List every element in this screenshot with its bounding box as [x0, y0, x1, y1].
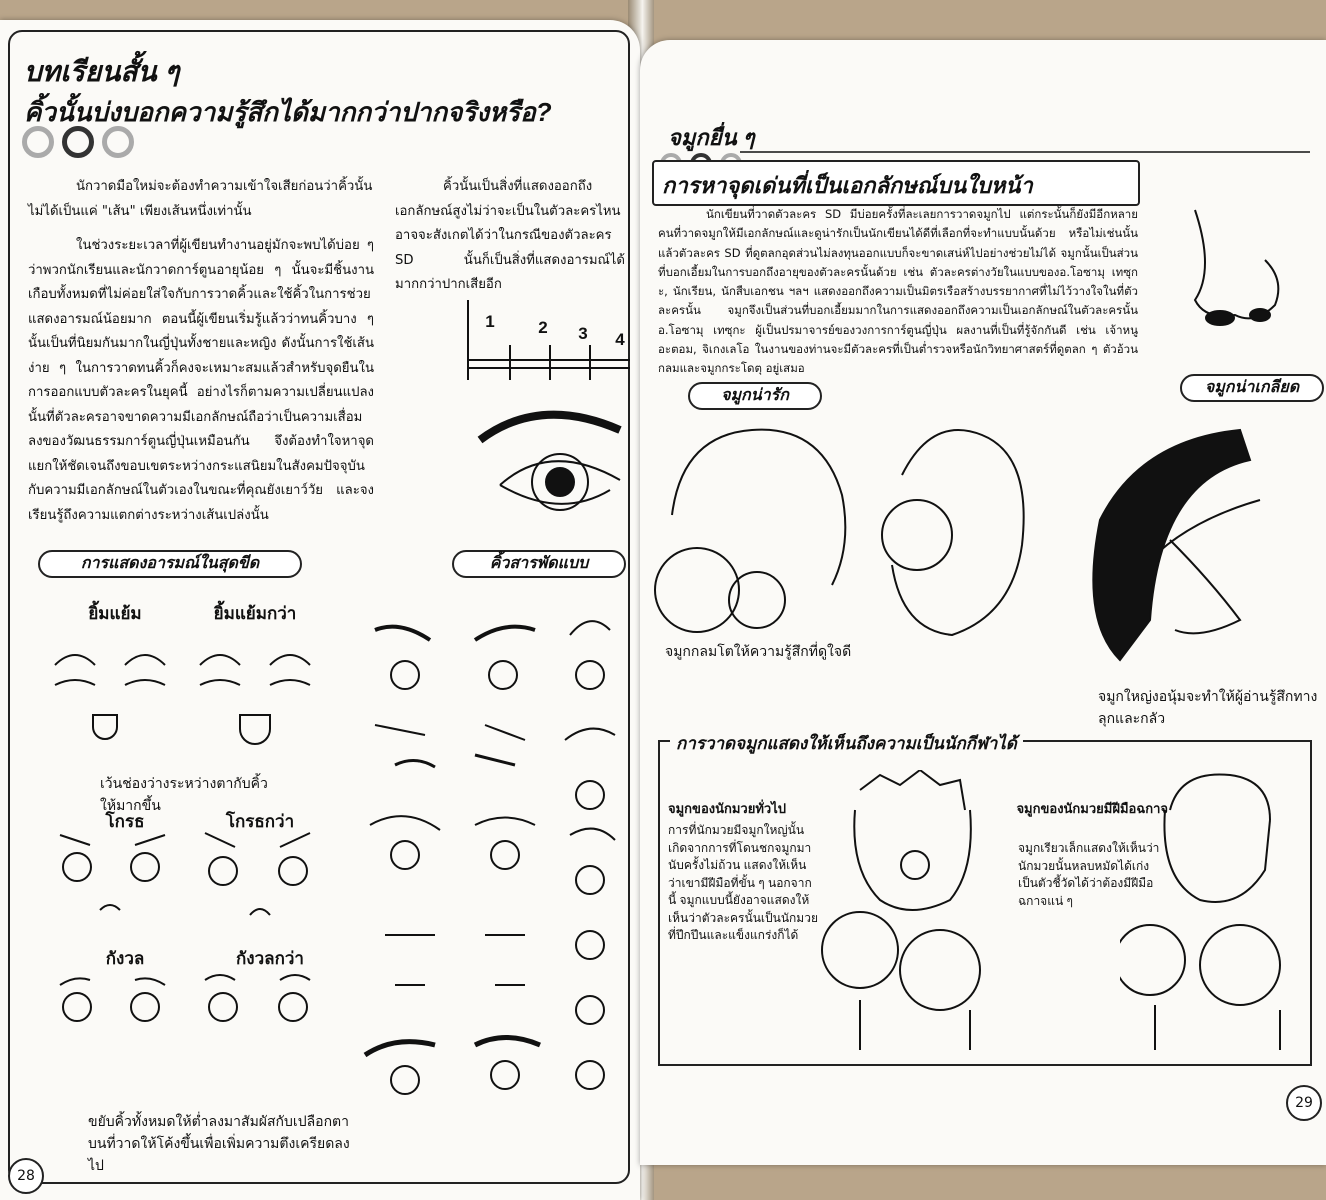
round-nose-faces	[652, 415, 1032, 655]
nose-page-title: การหาจุดเด่นที่เป็นเอกลักษณ์บนใบหน้า	[662, 173, 1033, 198]
emotion-smile: ยิ้มแย้ม	[88, 604, 142, 623]
note-eye-gap: เว้นช่องว่างระหว่างตากับคิ้วให้มากขึ้น	[100, 775, 268, 813]
boxer-b-illustration	[1120, 770, 1310, 1060]
emotion-smile-more: ยิ้มแย้มกว่า	[213, 604, 297, 623]
pill-ugly-nose: จมูกน่าเกลียด	[1180, 374, 1324, 402]
title-rule	[740, 150, 1310, 154]
page-title: คิ้วนั้นบ่งบอกความรู้สึกได้มากกว่าปากจริงหรือ?	[24, 97, 552, 127]
side-text	[395, 175, 625, 308]
emotion-angry: โกรธ	[105, 812, 145, 831]
boxer-a-text: การที่นักมวยมีจมูกใหญ่นั้นเกิดจากการที่โดนชกจมูกมานับครั้งไม่ถ้วน แสดงให้เห็นว่าเขามีฝีมือที่ขั้น ๆ นอกจากนี้ จมูกแบบนี้ยังอาจแสดงให้เห็นว่าตัวละครนั้นเป็นนักมวยที่ปึกปึนและแข็งแกร่งก็ได้	[668, 823, 818, 942]
ruler-tick-4: 4	[615, 330, 625, 349]
caption-round-nose: จมูกกลมโตให้ความรู้สึกที่ดูใจดี	[665, 643, 852, 659]
boxer-a-illustration	[820, 770, 1010, 1060]
pill-cute-nose: จมูกน่ารัก	[688, 382, 822, 410]
big-nose-witch	[1080, 420, 1320, 670]
nose-body-text	[658, 205, 1138, 389]
ruler-tick-3: 3	[578, 324, 588, 343]
nose-series-title: จมูกยื่น ๆ	[668, 125, 755, 150]
page-number-right: 29	[1286, 1085, 1322, 1121]
ruler-tick-1: 1	[485, 312, 495, 331]
eye-illustration	[470, 400, 630, 530]
intro-paragraph-2: ในช่วงระยะเวลาที่ผู้เขียนทำงานอยู่มักจะพบได้บ่อย ๆ ว่าพวกนักเรียนและนักวาดการ์ตูนอายุน้อย ๆ นั้นจะมีชิ้นงานเกือบทั้งหมดที่ไม่ค่อยใส่ใจกับการวาดคิ้วและใช้คิ้วในการช่วยแสดงอารมณ์น้อยมาก ตอนนี้ผู้เขียนเริ่มรู้แล้วว่าทนคิ้วบาง ๆ นั้นเป็นที่นิยมกันมากในญี่ปุ่นทั้งชายและหญิง ดังนั้นการใช้เส้นง่าย ๆ ในการวาดทนคิ้วก็คงจะเหมาะสมแล้วสำหรับจุดยืนในการออกแบบตัวละครในยุคนี้ อย่างไรก็ตามความเปลี่ยนแปลงนั้นที่ตัวละครอาจขาดความมีเอกลักษณ์ถือว่าเป็นความเสื่อมลงของวัฒนธรรมการ์ตูนญี่ปุ่นเหมือนกัน จึงต้องทำใจหาจุดแยกให้ชัดเจนถึงขอบเขตระหว่างกระแสนิยมในสังคมปัจจุบัน กับความมีเอกลักษณ์ในตัวเองในขณะที่คุณยังเยาว์วัย และจงเรียนรู้ถึงความแตกต่างระหว่างเส้นเปล่งนั้น	[28, 238, 374, 523]
eyebrow-variety-illustration	[355, 605, 625, 1105]
emotion-angry-more: โกรธกว่า	[225, 812, 295, 831]
series-title: บทเรียนสั้น ๆ	[24, 56, 180, 87]
left-page	[0, 20, 640, 1200]
ruler-tick-2: 2	[538, 318, 548, 337]
note-lower-brows: ขยับคิ้วทั้งหมดให้ต่ำลงมาสัมผัสกับเปลือกตาบนที่วาดให้โค้งขึ้นเพื่อเพิ่มความตึงเครียดลงไป	[88, 1113, 350, 1173]
right-page	[640, 40, 1326, 1165]
intro-text	[28, 175, 374, 538]
side-paragraph: คิ้วนั้นเป็นสิ่งที่แสดงออกถึงเอกลักษณ์สูงไม่ว่าจะเป็นในตัวละครไหน อาจจะสังเกตได้ว่าในกรณีของตัวละคร SD นั้นก็เป็นสิ่งที่แสดงอารมณ์ได้มากกว่าปากเสียอีก	[395, 179, 625, 292]
pill-eyebrow-variety: คิ้วสารพัดแบบ	[452, 550, 626, 578]
boxer-box-title: การวาดจมูกแสดงให้เห็นถึงความเป็นนักกีฬาได้	[670, 730, 1023, 757]
intro-paragraph-1: นักวาดมือใหม่จะต้องทำความเข้าใจเสียก่อนว่าคิ้วนั้นไม่ได้เป็นแค่ "เส้น" เพียงเส้นหนึ่งเท่านั้น	[28, 179, 373, 219]
emotion-worried-more: กังวลกว่า	[236, 949, 304, 968]
boxer-b-text: จมูกเรียวเล็กแสดงให้เห็นว่านักมวยนั้นหลบหมัดได้เก่งเป็นตัวชี้วัดได้ว่าต้องมีฝีมือฉกาจแน่ ๆ	[1018, 841, 1160, 908]
boxer-b-title: จมูกของนักมวยมีฝีมือฉกาจ	[1016, 801, 1168, 816]
pill-extreme-emotion: การแสดงอารมณ์ในสุดขีด	[38, 550, 302, 578]
caption-big-nose: จมูกใหญ่งอนุ้มจะทำให้ผู้อ่านรู้สึกทางลุกและกลัว	[1098, 688, 1318, 726]
decor-circles	[22, 126, 134, 158]
nose-sketch	[1175, 200, 1295, 340]
emotion-worried: กังวล	[105, 949, 145, 968]
sd-faces-illustration	[45, 635, 335, 1095]
nose-body-paragraph: นักเขียนที่วาดตัวละคร SD มีบ่อยครั้งที่ละเลยการวาดจมูกไป แต่กระนั้นก็ยังมีอีกหลายคนที่วาดจมูกให้มีเอกลักษณ์และดูน่ารักเป็นนักเขียนได้ดีที่เลือกที่จะทำแบบนั้นด้วย หรือไม่เช่นนั้นแล้วตัวละคร SD ที่ดูตลกอุดส่วนไม่ลงทุนออกแบบก็จะขาดเสน่ห์ไปอย่างช่วยไม่ได้ จมูกนั้นเป็นส่วนที่บอกเอี้ยมในการบอกถึงอายุของตัวละครนั้นด้วย เช่น ตัวละครต่างวัยในแบบของอ.โอซามุ เทซุกะ, นักเรียน, นักสืบเอกชน ฯลฯ แสดงออกถึงความเป็นมิตรเรือสร้างบรรยากาศที่ไม่ไว้วางใจในที่ตัวละครนั้น จมูกจึงเป็นส่วนที่บอกเอี้ยมมากในการแสดงออกถึงความเป็นเอกลักษณ์ในตัวละครนั้น อ.โอซามุ เทซุกะ ผู้เป็นปรมาจารย์ของวงการการ์ตูนญี่ปุ่น ผลงานที่เป็นที่รู้จักกันดี เช่น เจ้าหนูอะตอม, จิเกงเลโอ ในงานของท่านจะมีตัวละครที่เป็นต่ำรวจหรือนักวิทยาศาสตร์ที่ดูตลก ๆ ตัวอ้วนกลมและจมูกกระโดตุ อยู่เสมอ	[658, 207, 1138, 376]
nose-title-box	[652, 160, 1140, 206]
boxer-a-title: จมูกของนักมวยทั่วไป	[668, 801, 787, 816]
page-number-left: 28	[8, 1158, 44, 1194]
